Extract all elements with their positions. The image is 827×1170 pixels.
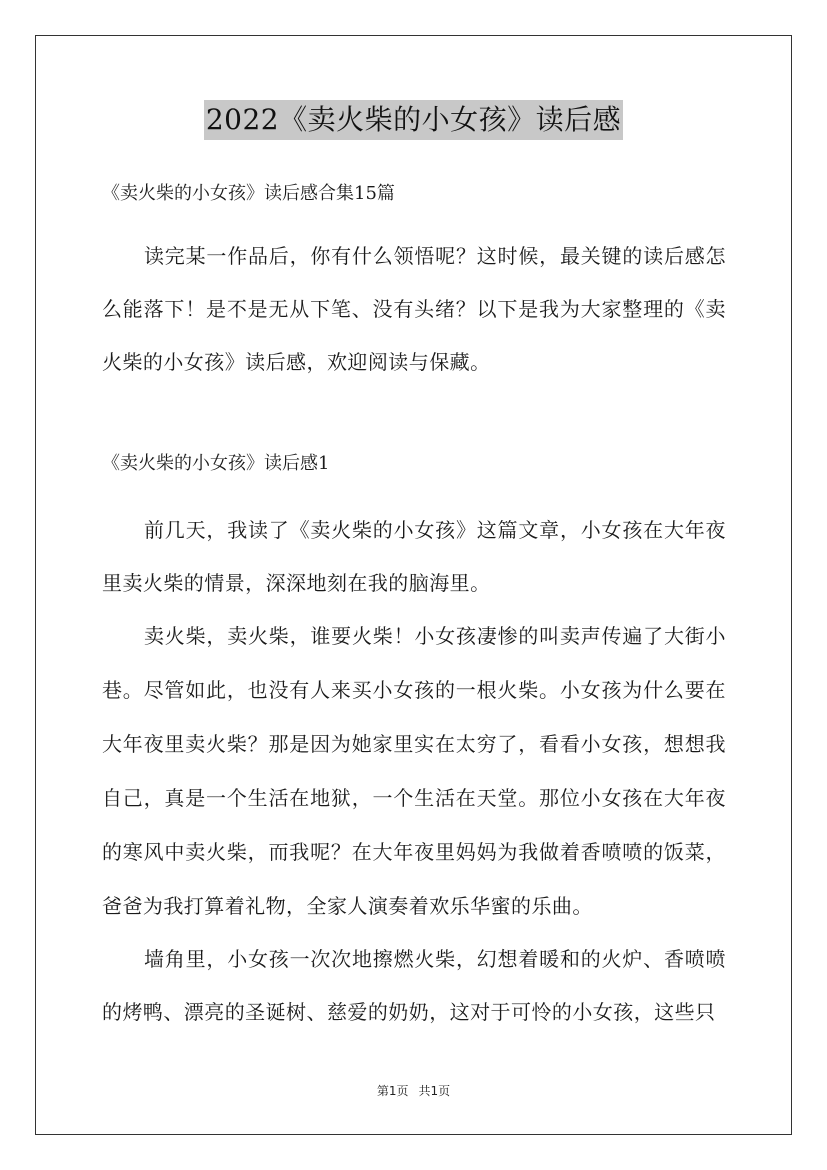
- title-container: [0, 100, 827, 140]
- body-paragraph-3: 墙角里，小女孩一次次地擦燃火柴，幻想着暖和的火炉、香喷喷的烤鸭、漂亮的圣诞树、慈爱的奶奶，这对于可怜的小女孩，这些只: [102, 947, 726, 1024]
- body-paragraph-2: 卖火柴，卖火柴，谁要火柴！小女孩凄惨的叫卖声传遍了大街小巷。尽管如此，也没有人来买小女孩的一根火柴。小女孩为什么要在大年夜里卖火柴？那是因为她家里实在太穷了，看看小女孩，想想我自己，真是一个生活在地狱，一个生活在天堂。那位小女孩在大年夜的寒风中卖火柴，而我呢？在大年夜里妈妈为我做着香喷喷的饭菜，爸爸为我打算着礼物，全家人演奏着欢乐华蜜的乐曲。: [102, 624, 726, 918]
- page-number: 第1页: [376, 1084, 409, 1098]
- body-paragraph-1: 前几天，我读了《卖火柴的小女孩》这篇文章，小女孩在大年夜里卖火柴的情景，深深地刻在我的脑海里。: [102, 518, 726, 595]
- intro-paragraph: 读完某一作品后，你有什么领悟呢？这时候，最关键的读后感怎么能落下！是不是无从下笔、没有头绪？以下是我为大家整理的《卖火柴的小女孩》读后感，欢迎阅读与保藏。: [102, 244, 726, 374]
- page-footer: [0, 1082, 827, 1100]
- document-subtitle: 《卖火柴的小女孩》读后感合集15篇: [102, 183, 395, 204]
- document-title: 2022《卖火柴的小女孩》读后感: [204, 100, 623, 140]
- section-heading: 《卖火柴的小女孩》读后感1: [102, 453, 330, 474]
- page-total: 共1页: [418, 1084, 451, 1098]
